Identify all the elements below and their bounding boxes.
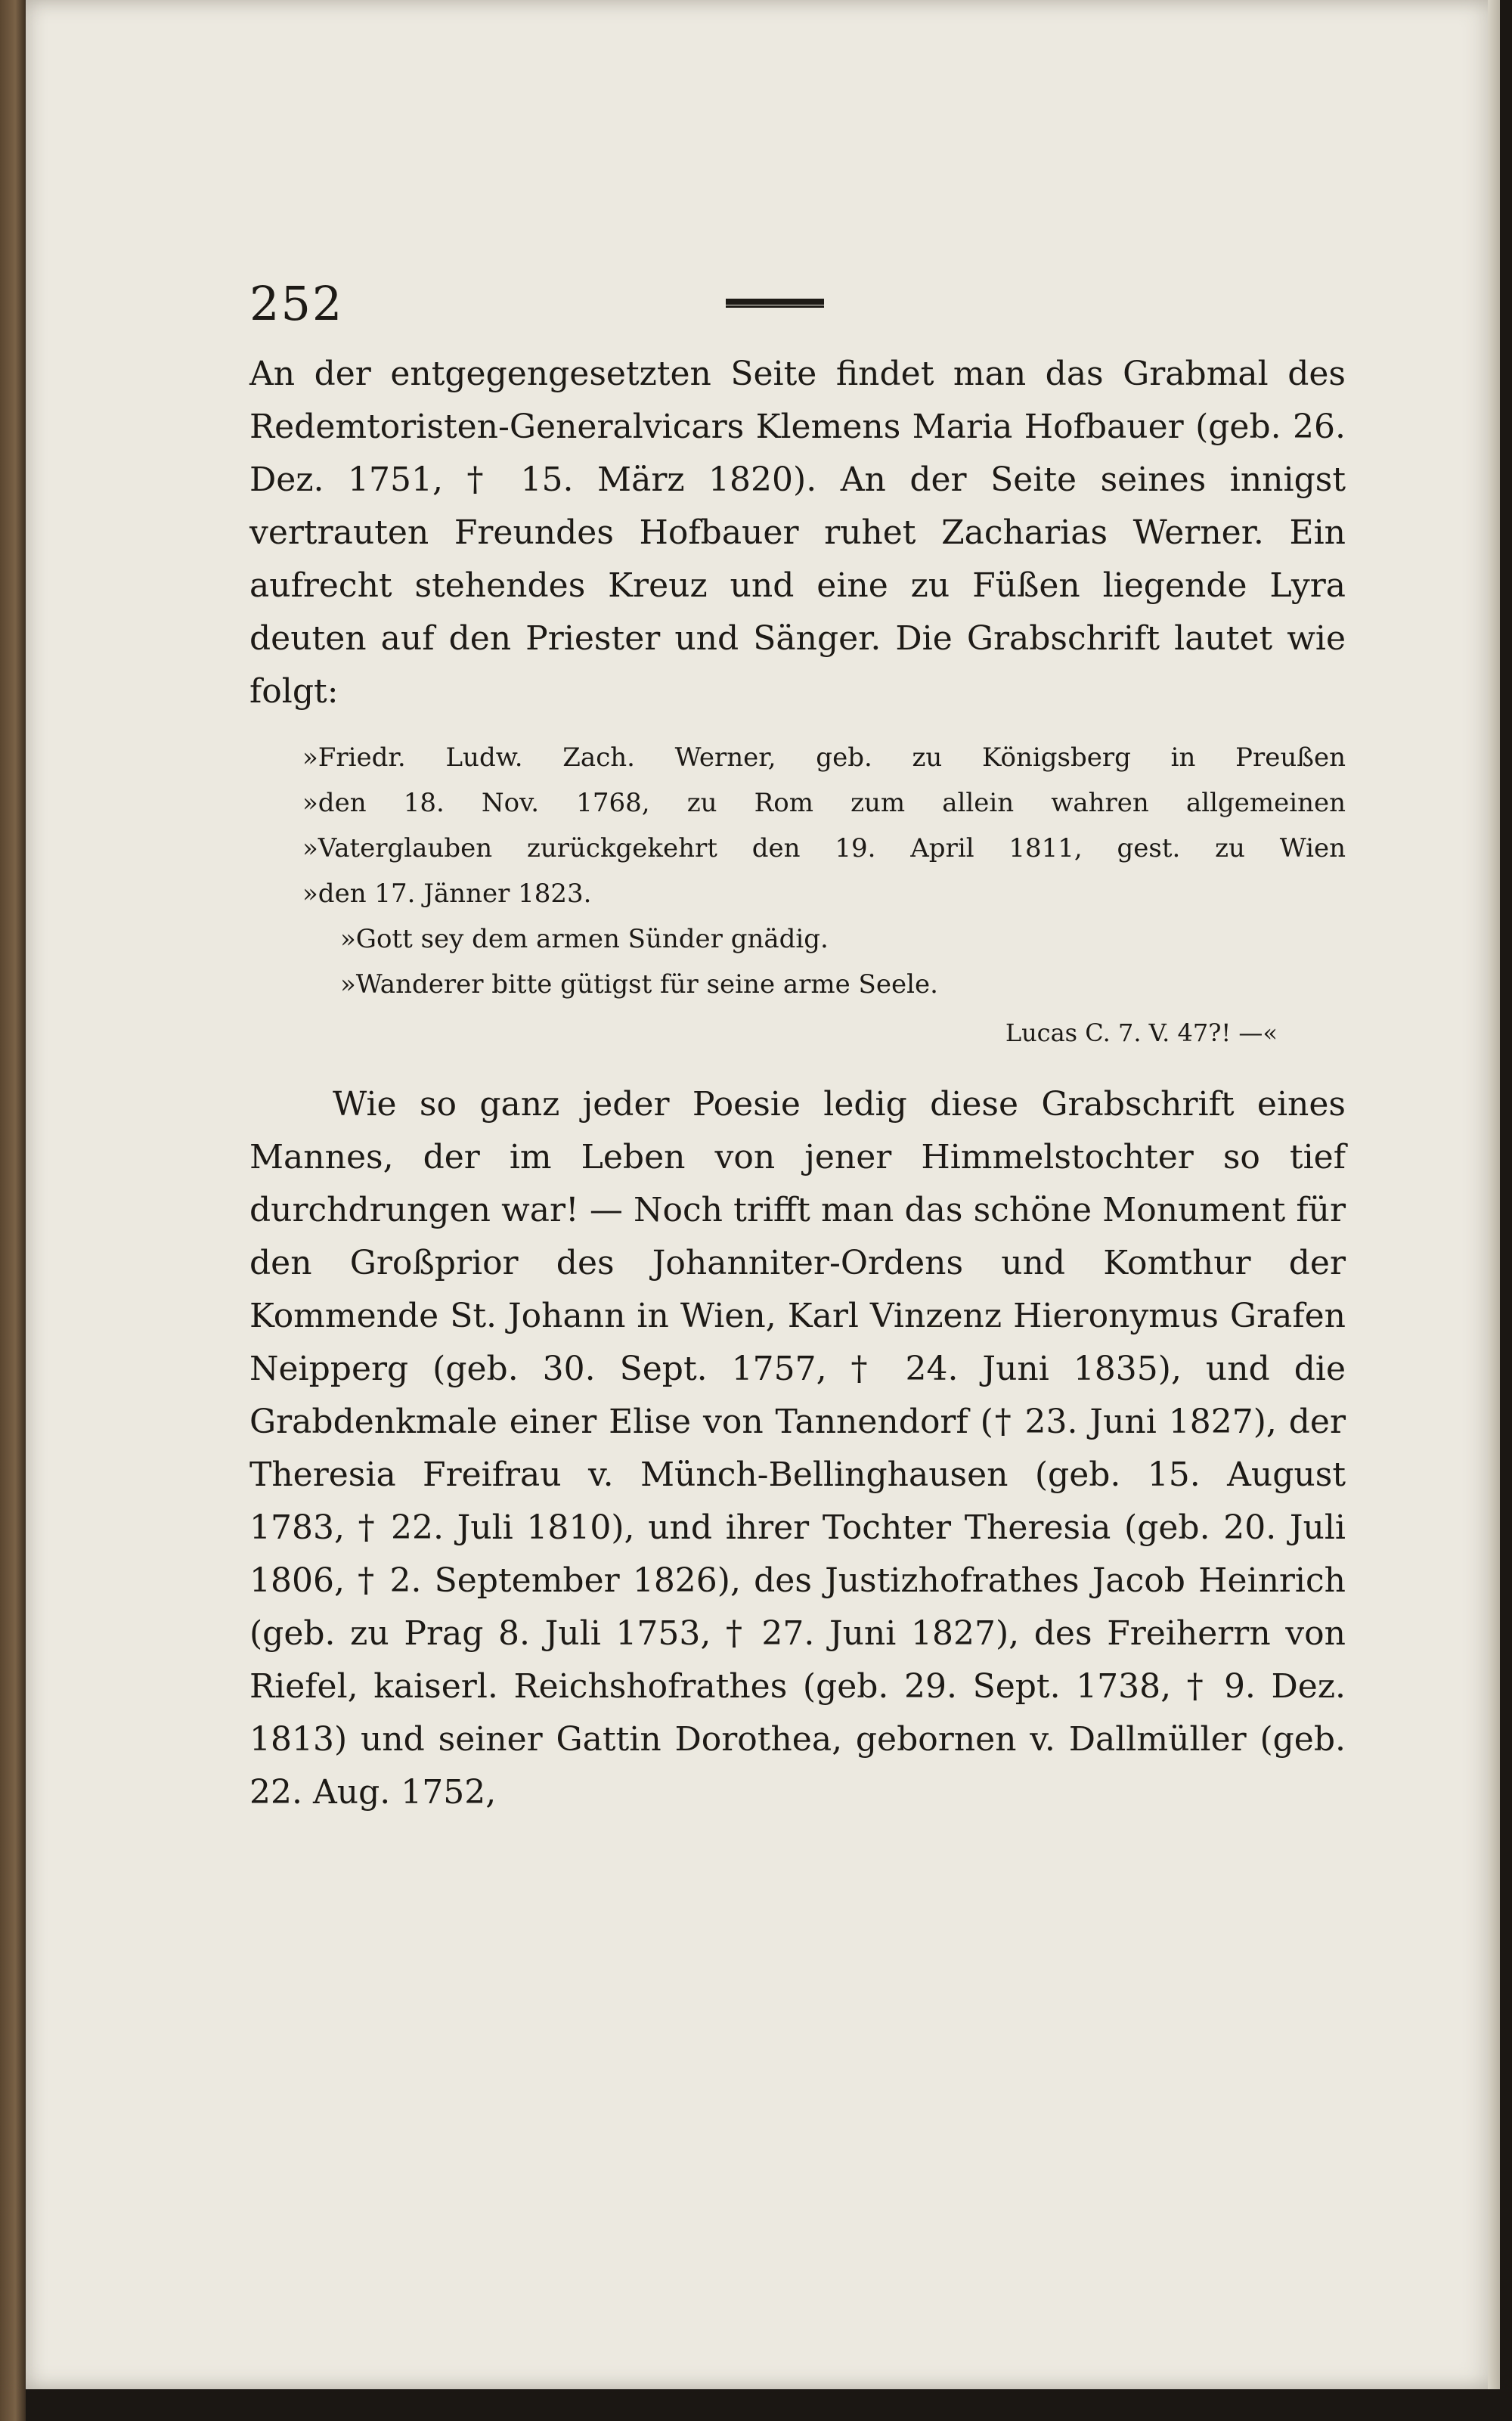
epitaph-line: »Wanderer bitte gütigst für seine arme Seele. <box>340 969 938 1000</box>
epitaph-line: »Gott sey dem armen Sünder gnädig. <box>340 924 829 954</box>
paragraph-hofbauer-werner: An der entgegengesetzten Seite findet man das Grabmal des Redemtoristen-Generalvicars Klemens Maria Hofbauer (geb. 26. Dez. 1751, † 15. März 1820). An der Seite seines innigst vertrauten Freundes Hofbauer ruhet Zacharias Werner. Ein aufrecht stehendes Kreuz und eine zu Füßen liegende Lyra deuten auf den Priester und Sänger. Die Grabschrift lautet wie folgt: <box>249 355 1346 711</box>
epitaph-citation: Lucas C. 7. V. 47?! —« <box>1005 1018 1278 1047</box>
page-edge <box>1488 0 1500 2389</box>
book-binding-edge <box>0 0 26 2421</box>
page-number: 252 <box>249 276 344 331</box>
epitaph-line: »den 17. Jänner 1823. <box>302 879 592 909</box>
page-header <box>249 265 1346 348</box>
epitaph-line: »Vaterglauben zurückgekehrt den 19. April 1811, gest. zu Wien <box>302 833 1346 863</box>
paragraph-monuments: Wie so ganz jeder Poesie ledig diese Grabschrift eines Mannes, der im Leben von jener Himmelstochter so tief durchdrungen war! — Noch trifft man das schöne Monument für den Großprior des Johanniter-Ordens und Komthur der Kommende St. Johann in Wien, Karl Vinzenz Hieronymus Grafen Neipperg (geb. 30. Sept. 1757, † 24. Juni 1835), und die Grabdenkmale einer Elise von Tannendorf († 23. Juni 1827), der Theresia Freifrau v. Münch-Bellinghausen (geb. 15. August 1783, † 22. Juli 1810), und ihrer Tochter Theresia (geb. 20. Juli 1806, † 2. September 1826), des Justizhofrathes Jacob Heinrich (geb. zu Prag 8. Juli 1753, † 27. Juni 1827), des Freiherrn von Riefel, kaiserl. Reichshofrathes (geb. 29. Sept. 1738, † 9. Dez. 1813) und seiner Gattin Dorothea, gebornen v. Dallmüller (geb. 22. Aug. 1752, <box>249 1085 1346 1812</box>
page-content <box>249 265 1346 1819</box>
epitaph-line: »den 18. Nov. 1768, zu Rom zum allein wahren allgemeinen <box>302 788 1346 818</box>
header-rule-ornament <box>726 299 824 308</box>
epitaph-block <box>249 735 1346 1056</box>
epitaph-line: »Friedr. Ludw. Zach. Werner, geb. zu Königsberg in Preußen <box>302 742 1346 773</box>
